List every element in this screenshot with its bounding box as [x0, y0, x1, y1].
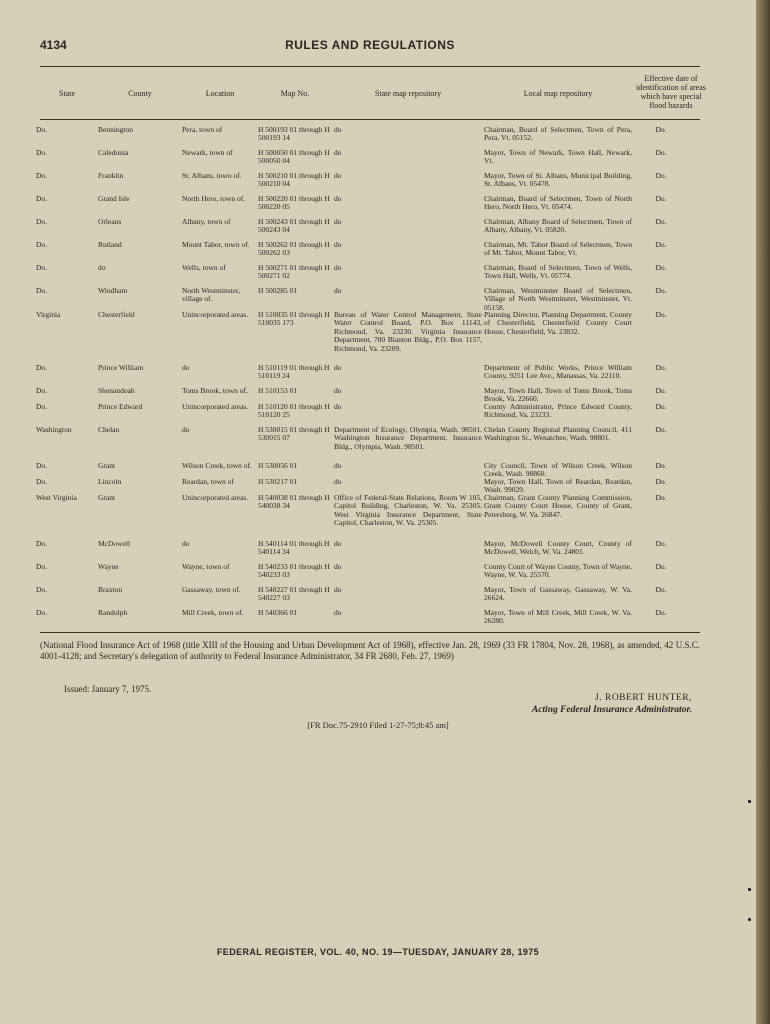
authority-citation: (National Flood Insurance Act of 1968 (title XIII of the Housing and Urban Development Act of 1968), effective Jan. 28, 1969 (33 FR 17804, Nov. 28, 1968), as amended, 42 U.S.C. 4001-4128; and Secretary's delegation of authority to Federal Insurance Administrator, 34 FR 2680, Feb. 27, 1969)	[40, 640, 700, 661]
row-location: Wilson Creek, town of.	[182, 461, 252, 470]
row-location: Unincorporated areas.	[182, 402, 249, 411]
row-map-no: H 530015 01 through H 530015 07	[258, 425, 330, 443]
row-location: Reardan, town of	[182, 477, 234, 486]
row-state: Do.	[36, 461, 48, 470]
book-binding	[756, 0, 770, 1024]
row-local-repository: Mayor, Town of Gassaway, Gassaway, W. Va. 26624.	[484, 585, 632, 603]
row-map-no: H 540366 01	[258, 608, 298, 617]
row-county: Grant	[98, 461, 116, 470]
row-state-repository: do	[334, 263, 342, 272]
row-local-repository: Chelan County Regional Planning Council, 411 Washington St., Wenatchee, Wash. 98801.	[484, 425, 632, 443]
row-state-repository: do	[334, 608, 342, 617]
row-state: Do.	[36, 363, 48, 372]
row-state: Do.	[36, 477, 48, 486]
row-local-repository: Chairman, Westminster Board of Selectmen, Village of North Westminster, Westminster, Vt. 05158.	[484, 286, 632, 312]
col-effective-header: Effective date of identification of areas which have special flood hazards	[636, 74, 706, 110]
row-location: North Westminster, village of.	[182, 286, 241, 304]
row-state-repository: do	[334, 461, 342, 470]
row-map-no: H 510153 01	[258, 386, 298, 395]
row-local-repository: County Court of Wayne County, Town of Wayne, Wayne, W. Va. 25570.	[484, 562, 632, 580]
row-state-repository: do	[334, 363, 342, 372]
row-location: Mill Creek, town of.	[182, 608, 244, 617]
row-local-repository: Mayor, Town Hall, Town of Reardan, Reardan, Wash. 99029.	[484, 477, 632, 495]
row-county: Caledonia	[98, 148, 129, 157]
row-effective-date: Do.	[655, 171, 667, 180]
row-county: Franklin	[98, 171, 124, 180]
row-state-repository: do	[334, 477, 342, 486]
row-state-repository: do	[334, 217, 342, 226]
row-state-repository: do	[334, 194, 342, 203]
row-state: Do.	[36, 240, 48, 249]
row-state: West Virginia	[36, 493, 77, 502]
scan-speck	[748, 888, 751, 891]
row-effective-date: Do.	[655, 240, 667, 249]
row-effective-date: Do.	[655, 608, 667, 617]
row-state: Do.	[36, 386, 48, 395]
row-location: Unincorporated areas.	[182, 493, 249, 502]
row-state: Washington	[36, 425, 72, 434]
row-county: Chelan	[98, 425, 120, 434]
scan-speck	[748, 918, 751, 921]
row-state: Do.	[36, 171, 48, 180]
header-bottom-rule	[40, 119, 700, 120]
row-state: Do.	[36, 286, 48, 295]
row-state-repository: do	[334, 402, 342, 411]
row-map-no: H 510119 01 through H 510119 24	[258, 363, 330, 381]
row-location: Pera, town of	[182, 125, 223, 134]
row-location: Toms Brook, town of.	[182, 386, 248, 395]
row-local-repository: Mayor, Town Hall, Town of Toms Brook, Toms Brook, Va. 22660.	[484, 386, 632, 404]
row-effective-date: Do.	[655, 402, 667, 411]
row-location: Unincorporated areas.	[182, 310, 249, 319]
row-effective-date: Do.	[655, 125, 667, 134]
row-location: Wells, town of	[182, 263, 226, 272]
row-effective-date: Do.	[655, 585, 667, 594]
row-local-repository: Chairman, Board of Selectmen, Town of Pera, Pera, Vt. 05152.	[484, 125, 632, 143]
row-effective-date: Do.	[655, 194, 667, 203]
row-location: Mount Tabor, town of.	[182, 240, 250, 249]
row-local-repository: Chairman, Board of Selectmen, Town of North Hero, North Hero, Vt. 05474.	[484, 194, 632, 212]
row-effective-date: Do.	[655, 493, 667, 502]
row-county: Wayne	[98, 562, 119, 571]
row-state: Do.	[36, 263, 48, 272]
signer-name: J. ROBERT HUNTER,	[595, 693, 692, 703]
row-local-repository: Mayor, McDowell County Court, County of McDowell, Welch, W. Va. 24801.	[484, 539, 632, 557]
row-county: Windham	[98, 286, 128, 295]
row-state: Do.	[36, 585, 48, 594]
row-county: Prince William	[98, 363, 144, 372]
col-local-repo-header: Local map repository	[523, 89, 593, 98]
row-effective-date: Do.	[655, 539, 667, 548]
row-map-no: H 500193 01 through H 500193 14	[258, 125, 330, 143]
signer-title: Acting Federal Insurance Administrator.	[531, 705, 692, 715]
row-state: Do.	[36, 217, 48, 226]
col-state-header: State	[59, 89, 75, 98]
row-location: do	[182, 363, 190, 372]
row-state: Do.	[36, 194, 48, 203]
row-effective-date: Do.	[655, 425, 667, 434]
issued-date: Issued: January 7, 1975.	[64, 684, 152, 694]
row-effective-date: Do.	[655, 263, 667, 272]
row-state-repository: Department of Ecology, Olympia, Wash. 98501. Washington Insurance Department, Insurance Bldg., Olympia, Wash. 98501.	[334, 425, 482, 451]
row-local-repository: Chairman, Board of Selectmen, Town of Wells, Town Hall, Wells, Vt. 05774.	[484, 263, 632, 281]
row-map-no: H 500243 01 through H 500243 04	[258, 217, 330, 235]
row-location: St. Albans, town of.	[182, 171, 242, 180]
row-local-repository: Chairman, Grant County Planning Commission, Grant County Court House, County of Grant, Petersburg, W. Va. 26847.	[484, 493, 632, 519]
row-state-repository: Bureau of Water Control Management, State Water Control Board, P.O. Box 11143, Richmond, Va. 23230. Virginia Insurance Department, 700 Blanton Bldg., P.O. Box 1157, Richmond, Va. 23209.	[334, 310, 482, 353]
row-state: Virginia	[36, 310, 61, 319]
row-state-repository: do	[334, 386, 342, 395]
row-state-repository: do	[334, 148, 342, 157]
row-county: Rutland	[98, 240, 122, 249]
col-state-repo-header: State map repository	[374, 89, 442, 98]
row-local-repository: City Council, Town of Wilson Creek, Wilson Creek, Wash. 98860.	[484, 461, 632, 479]
row-state: Do.	[36, 125, 48, 134]
row-map-no: H 500050 01 through H 500050 04	[258, 148, 330, 166]
row-effective-date: Do.	[655, 461, 667, 470]
col-location-header: Location	[205, 89, 235, 98]
row-state-repository: do	[334, 539, 342, 548]
row-county: Randolph	[98, 608, 128, 617]
row-map-no: H 510035 01 through H 510035 173	[258, 310, 330, 328]
row-state-repository: do	[334, 125, 342, 134]
row-map-no: H 500220 01 through H 500220 05	[258, 194, 330, 212]
row-state-repository: do	[334, 562, 342, 571]
row-county: Lincoln	[98, 477, 122, 486]
row-county: McDowell	[98, 539, 131, 548]
row-location: do	[182, 539, 190, 548]
row-map-no: H 500262 01 through H 500262 03	[258, 240, 330, 258]
row-map-no: H 500210 01 through H 500210 04	[258, 171, 330, 189]
row-effective-date: Do.	[655, 286, 667, 295]
row-map-no: H 500271 01 through H 500271 02	[258, 263, 330, 281]
row-state: Do.	[36, 402, 48, 411]
row-local-repository: Mayor, Town of Mill Creek, Mill Creek, W. Va. 26280.	[484, 608, 632, 626]
row-state-repository: do	[334, 585, 342, 594]
row-county: Bennington	[98, 125, 133, 134]
row-local-repository: Department of Public Works, Prince William County, 9251 Lee Ave., Manassas, Va. 22110.	[484, 363, 632, 381]
row-local-repository: Chairman, Mt. Tabor Board of Selectmen, Town of Mt. Tabor, Mount Tabor, Vt.	[484, 240, 632, 258]
row-state: Do.	[36, 562, 48, 571]
row-effective-date: Do.	[655, 148, 667, 157]
row-effective-date: Do.	[655, 477, 667, 486]
row-county: Chesterfield	[98, 310, 135, 319]
row-location: Newark, town of	[182, 148, 233, 157]
col-map-header: Map No.	[280, 89, 310, 98]
row-location: Wayne, town of	[182, 562, 230, 571]
row-county: Grand Isle	[98, 194, 130, 203]
table-top-rule	[40, 66, 700, 67]
table-bottom-rule	[40, 632, 700, 633]
row-map-no: H 530056 01	[258, 461, 298, 470]
row-local-repository: Planning Director, Planning Department, County of Chesterfield, Chesterfield County Court House, Chesterfield, Va. 23832.	[484, 310, 632, 336]
row-map-no: H 540227 01 through H 540227 03	[258, 585, 330, 603]
row-state: Do.	[36, 539, 48, 548]
row-county: do	[98, 263, 106, 272]
row-county: Shenandoah	[98, 386, 135, 395]
col-county-header: County	[128, 89, 152, 98]
row-map-no: H 540038 01 through H 540038 34	[258, 493, 330, 511]
row-local-repository: Mayor, Town of St. Albans, Municipal Building, St. Albans, Vt. 05478.	[484, 171, 632, 189]
row-location: Albany, town of	[182, 217, 231, 226]
row-state-repository: do	[334, 171, 342, 180]
row-map-no: H 510120 01 through H 510120 25	[258, 402, 330, 420]
federal-register-footer: FEDERAL REGISTER, VOL. 40, NO. 19—TUESDAY, JANUARY 28, 1975	[216, 947, 540, 957]
row-effective-date: Do.	[655, 310, 667, 319]
row-county: Prince Edward	[98, 402, 143, 411]
page-number: 4134	[40, 38, 67, 52]
row-county: Braxton	[98, 585, 123, 594]
row-county: Grant	[98, 493, 116, 502]
row-local-repository: Chairman, Albany Board of Selectmen, Town of Albany, Albany, Vt. 05820.	[484, 217, 632, 235]
row-state-repository: Office of Federal-State Relations, Room W 105, Capitol Building, Charleston, W. Va. 25305. West Virginia Insurance Department, State Capitol, Charleston, W. Va. 25305.	[334, 493, 482, 528]
row-map-no: H 540114 01 through H 540114 34	[258, 539, 330, 557]
fr-doc-line: [FR Doc.75-2910 Filed 1-27-75;8:45 am]	[307, 720, 449, 730]
row-map-no: H 540233 01 through H 540233 03	[258, 562, 330, 580]
row-effective-date: Do.	[655, 562, 667, 571]
row-effective-date: Do.	[655, 217, 667, 226]
row-county: Orleans	[98, 217, 122, 226]
scan-speck	[748, 800, 751, 803]
row-state-repository: do	[334, 240, 342, 249]
section-title: RULES AND REGULATIONS	[285, 38, 455, 52]
row-state-repository: do	[334, 286, 342, 295]
row-location: North Hero, town of.	[182, 194, 246, 203]
row-map-no: H 530217 01	[258, 477, 298, 486]
row-state: Do.	[36, 148, 48, 157]
row-effective-date: Do.	[655, 386, 667, 395]
row-local-repository: County Administrator, Prince Edward County, Richmond, Va. 23233.	[484, 402, 632, 420]
row-effective-date: Do.	[655, 363, 667, 372]
row-local-repository: Mayor, Town of Newark, Town Hall, Newark, Vt.	[484, 148, 632, 166]
row-location: do	[182, 425, 190, 434]
row-map-no: H 500285 01	[258, 286, 298, 295]
running-header	[40, 38, 700, 54]
row-state: Do.	[36, 608, 48, 617]
row-location: Gassaway, town of.	[182, 585, 241, 594]
